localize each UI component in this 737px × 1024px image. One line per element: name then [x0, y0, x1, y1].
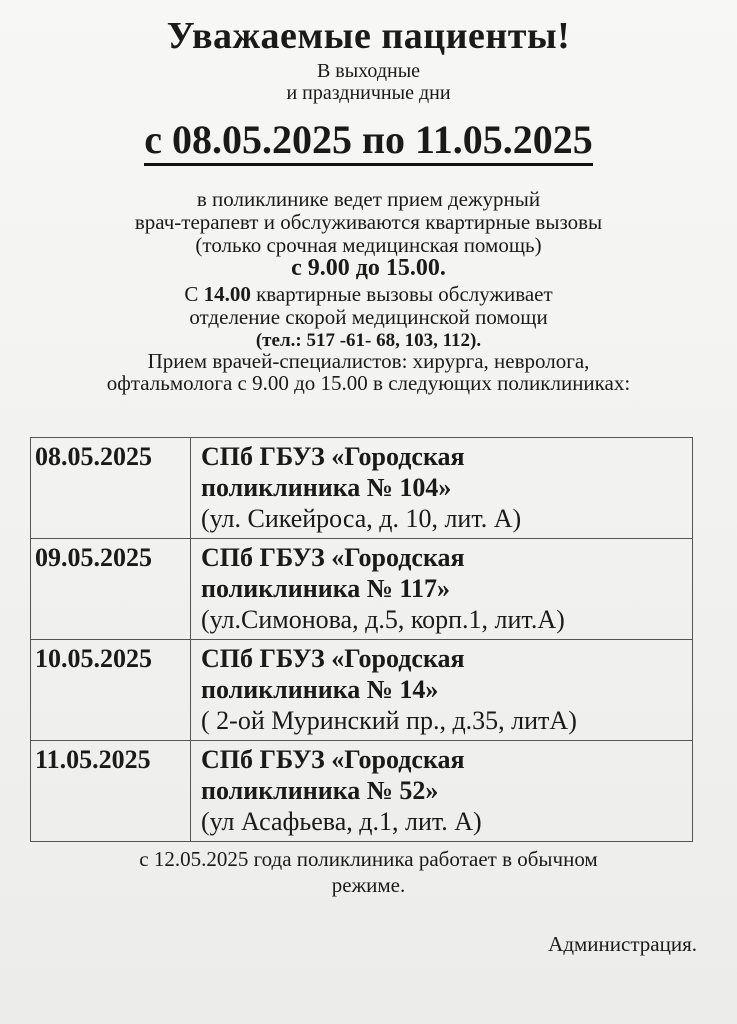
calls-text: квартирные вызовы обслуживает	[256, 282, 553, 306]
schedule-clinic	[191, 741, 693, 842]
holiday-period	[0, 116, 737, 163]
resume-notice	[0, 846, 737, 898]
specialists-line-1: Прием врачей-специалистов: хирурга, невролога,	[147, 349, 590, 373]
resume-line-1: с 12.05.2025 года поликлиника работает в обычном	[139, 847, 598, 871]
schedule-date: 11.05.2025	[31, 741, 191, 842]
clinic-name-line-1: СПб ГБУЗ «Городская	[201, 745, 465, 774]
table-row	[31, 741, 693, 842]
clinic-address: (ул Асафьева, д.1, лит. А)	[201, 807, 482, 836]
clinic-address: (ул.Симонова, д.5, корп.1, лит.А)	[201, 605, 565, 634]
intro-line-2: и праздничные дни	[286, 82, 451, 104]
clinic-name-line-2: поликлиника № 14»	[201, 675, 439, 704]
duty-line-3: (только срочная медицинская помощь)	[195, 233, 542, 257]
calls-time: 14.00	[203, 282, 251, 306]
duty-line-1: в поликлинике ведет прием дежурный	[196, 187, 541, 211]
clinic-name-line-1: СПб ГБУЗ «Городская	[201, 644, 465, 673]
clinic-address: ( 2-ой Муринский пр., д.35, литА)	[201, 706, 577, 735]
duty-hours: с 9.00 до 15.00.	[291, 255, 446, 281]
resume-line-2: режиме.	[331, 873, 406, 897]
schedule-clinic	[191, 438, 693, 539]
clinic-schedule-table	[30, 437, 693, 842]
table-row	[31, 539, 693, 640]
schedule-date: 08.05.2025	[31, 438, 191, 539]
clinic-name-line-2: поликлиника № 117»	[201, 574, 450, 603]
holiday-period-text: с 08.05.2025 по 11.05.2025	[144, 117, 593, 166]
schedule-date: 09.05.2025	[31, 539, 191, 640]
clinic-name-line-2: поликлиника № 104»	[201, 473, 452, 502]
table-row	[31, 640, 693, 741]
duty-line-2: врач-терапевт и обслуживаются квартирные вызовы	[134, 210, 603, 234]
table-row	[31, 438, 693, 539]
calls-prefix: С	[184, 282, 199, 306]
clinic-name-line-1: СПб ГБУЗ «Городская	[201, 442, 465, 471]
signature: Администрация.	[548, 932, 697, 956]
specialists-line-2: офтальмолога с 9.00 до 15.00 в следующих поликлиниках:	[106, 371, 631, 395]
clinic-name-line-1: СПб ГБУЗ «Городская	[201, 543, 465, 572]
schedule-date: 10.05.2025	[31, 640, 191, 741]
intro-line-1: В выходные	[316, 60, 421, 82]
clinic-name-line-2: поликлиника № 52»	[201, 776, 439, 805]
clinic-address: (ул. Сикейроса, д. 10, лит. А)	[201, 504, 522, 533]
phone-numbers: (тел.: 517 -61- 68, 103, 112).	[255, 330, 482, 351]
schedule-clinic	[191, 640, 693, 741]
calls-line-1	[0, 283, 737, 306]
schedule-clinic	[191, 539, 693, 640]
notice-heading: Уважаемые пациенты!	[166, 15, 571, 57]
calls-line-2: отделение скорой медицинской помощи	[189, 305, 548, 329]
